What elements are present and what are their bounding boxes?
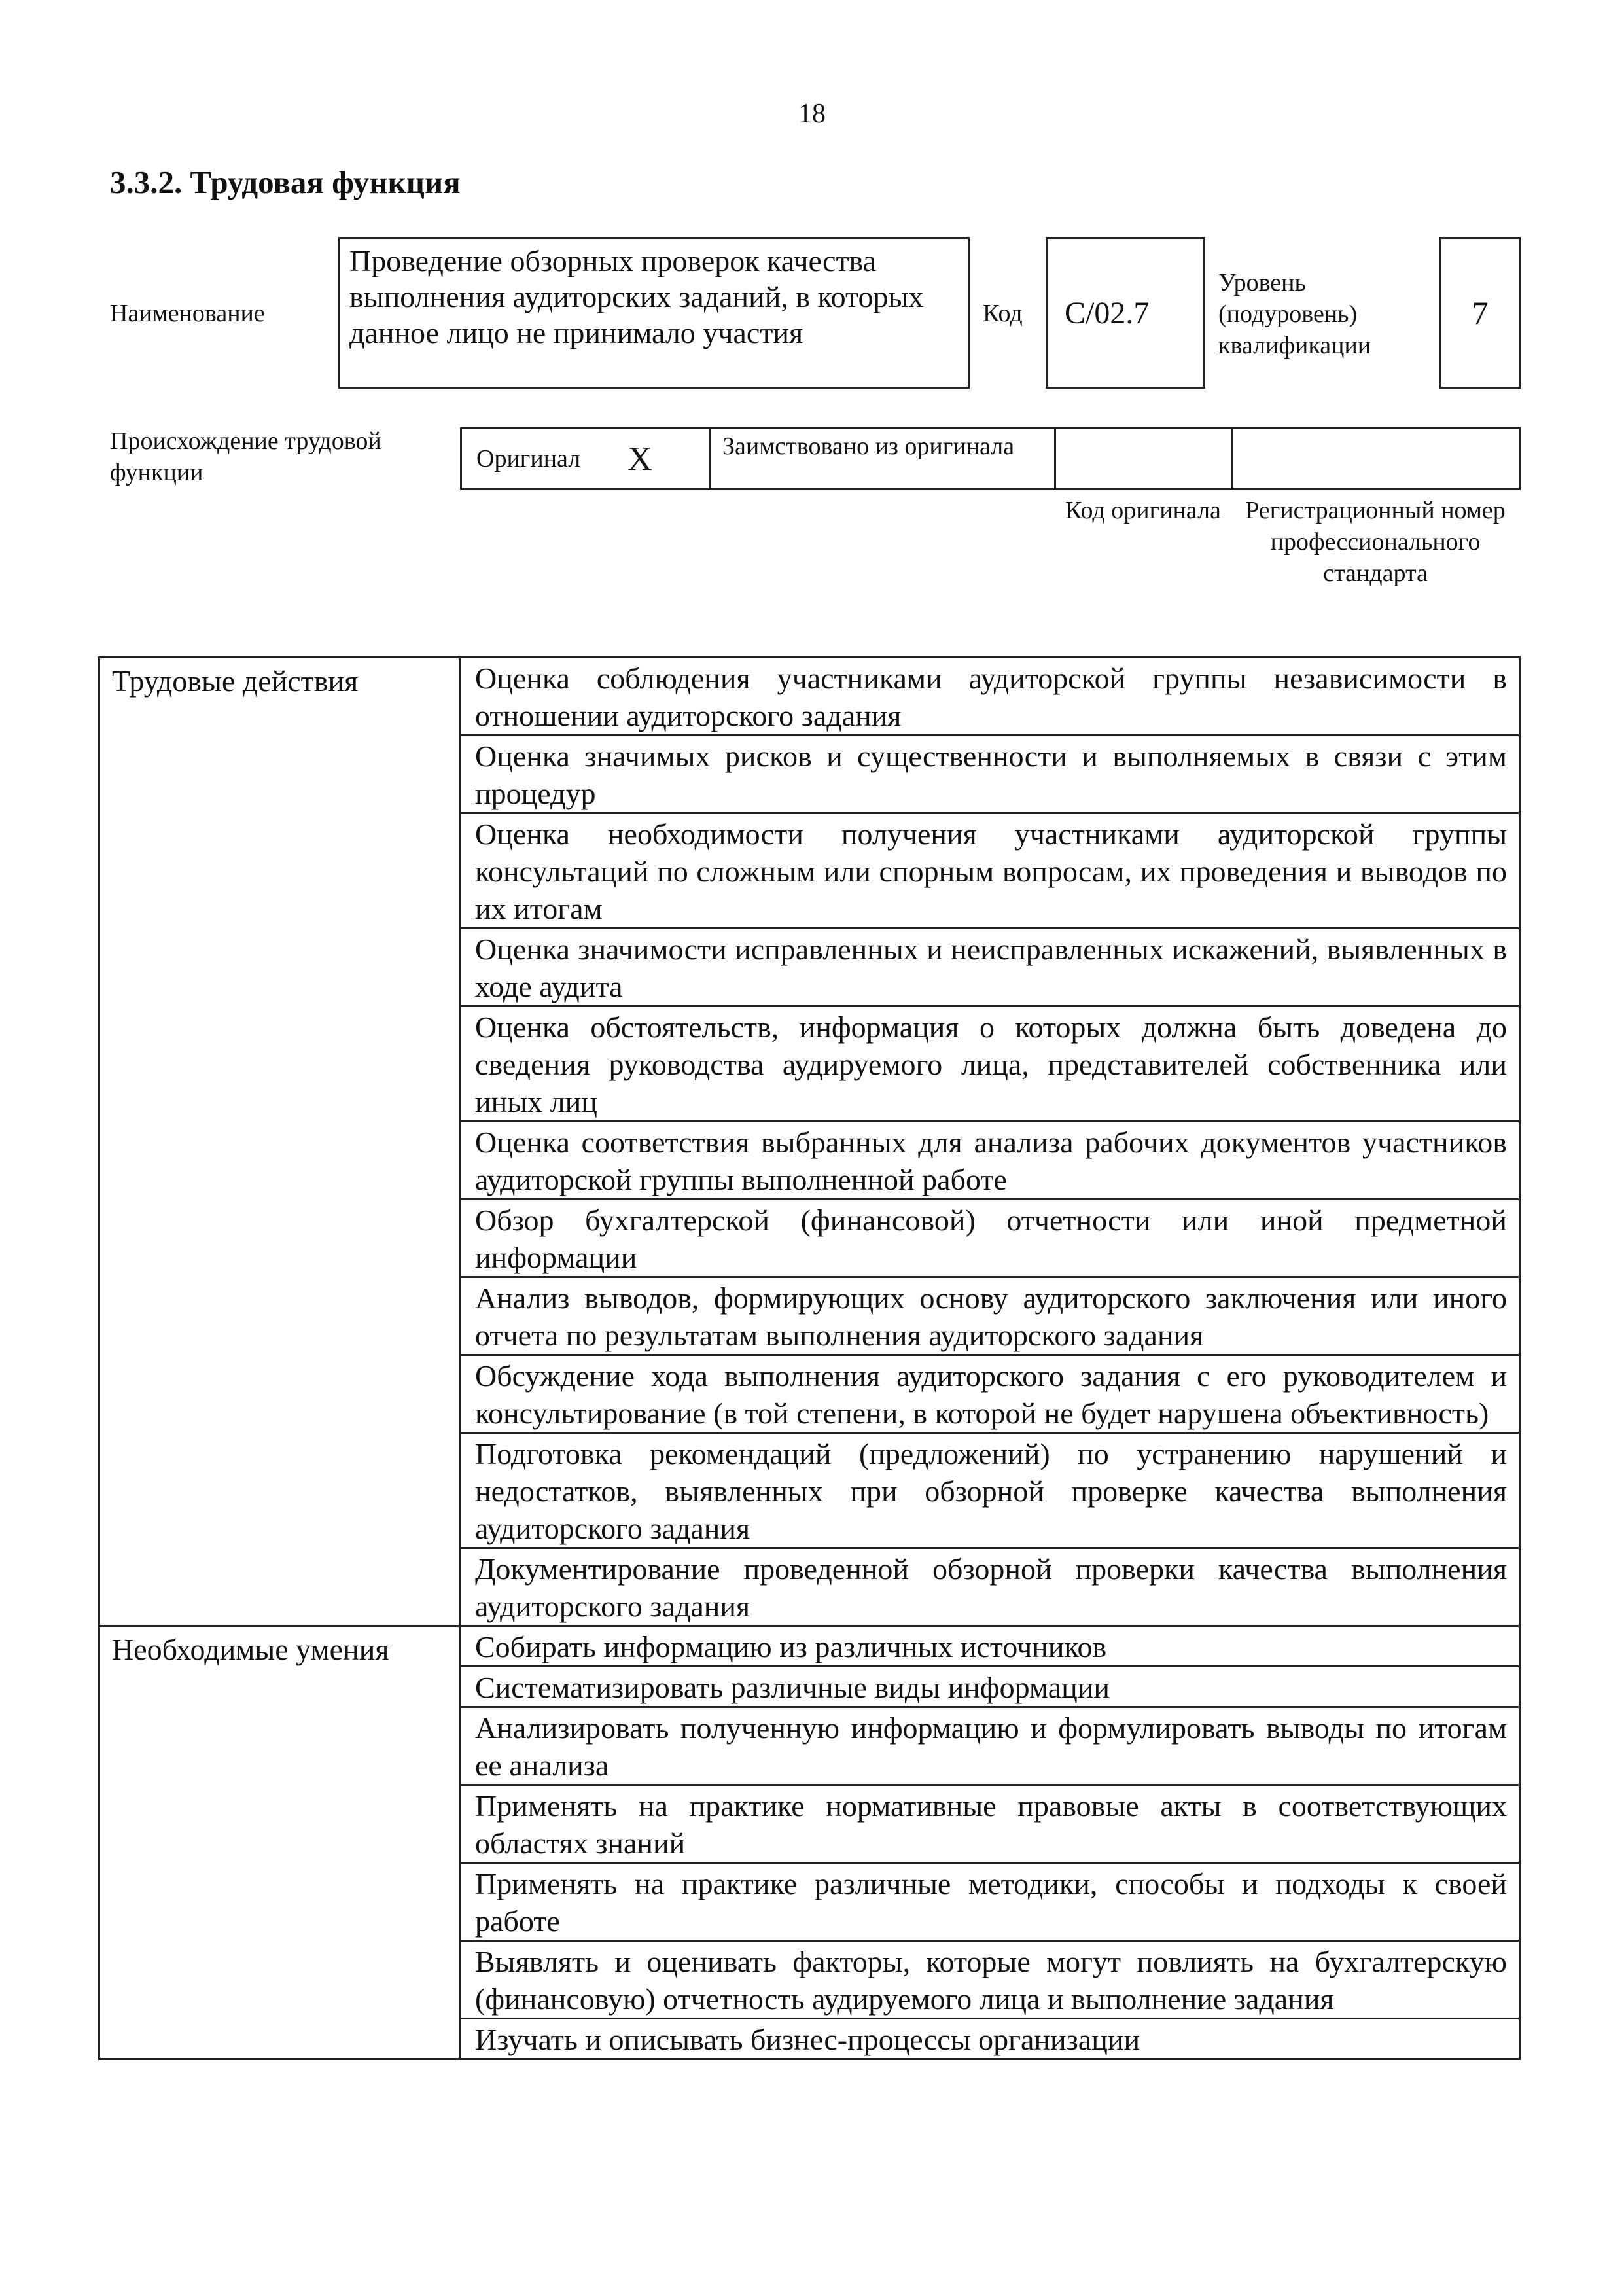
item-cell: Оценка соблюдения участниками аудиторской группы независимости в отношении аудиторского задания [460,658,1520,736]
item-cell: Оценка соответствия выбранных для анализа рабочих документов участников аудиторской группы выполненной работе [460,1122,1520,1200]
code-value-box: С/02.7 [1046,237,1205,389]
origin-original-mark: X [627,440,652,478]
item-cell: Обсуждение хода выполнения аудиторского задания с его руководителем и консультирование (в той степени, в которой не будет нарушена объективность) [460,1355,1520,1433]
item-cell: Систематизировать различные виды информации [460,1667,1520,1707]
table-row [99,1626,1520,1667]
origin-original-label: Оригинал [476,445,581,472]
level-label: Уровень (подуровень) квалификации [1218,269,1371,359]
item-cell: Документирование проведенной обзорной проверки качества выполнения аудиторского задания [460,1548,1520,1626]
origin-original-cell [462,429,711,488]
item-cell: Оценка обстоятельств, информация о которых должна быть доведена до сведения руководства аудируемого лица, представителей собственника или иных лиц [460,1006,1520,1122]
function-table [98,656,1521,2060]
origin-code-cell [1056,429,1233,488]
item-cell: Применять на практике нормативные правовые акты в соответствующих областях знаний [460,1785,1520,1863]
name-label: Наименование [110,300,265,327]
origin-borrowed-cell: Заимствовано из оригинала [711,429,1056,488]
section-title: 3.3.2. Трудовая функция [110,164,461,200]
code-label: Код [983,300,1023,327]
item-cell: Анализировать полученную информацию и формулировать выводы по итогам ее анализа [460,1707,1520,1785]
origin-label: Происхождение трудовой функции [110,427,381,486]
item-cell: Оценка значимости исправленных и неисправленных искажений, выявленных в ходе аудита [460,929,1520,1006]
reg-number-label: Регистрационный номер профессионального стандарта [1245,497,1506,587]
item-cell: Изучать и описывать бизнес-процессы организации [460,2019,1520,2059]
item-cell: Выявлять и оценивать факторы, которые могут повлиять на бухгалтерскую (финансовую) отчетность аудируемого лица и выполнение задания [460,1941,1520,2019]
item-cell: Анализ выводов, формирующих основу аудиторского заключения или иного отчета по результатам выполнения аудиторского задания [460,1277,1520,1355]
category-cell: Необходимые умения [99,1626,460,2059]
code-original-label: Код оригинала [1065,497,1221,524]
item-cell: Подготовка рекомендаций (предложений) по устранению нарушений и недостатков, выявленных при обзорной проверке качества выполнения аудиторского задания [460,1433,1520,1548]
item-cell: Собирать информацию из различных источников [460,1626,1520,1667]
origin-row [460,427,1521,490]
item-cell: Оценка значимых рисков и существенности и выполняемых в связи с этим процедур [460,736,1520,813]
table-row [99,658,1520,736]
origin-reg-number-cell [1233,429,1519,488]
item-cell: Обзор бухгалтерской (финансовой) отчетности или иной предметной информации [460,1200,1520,1277]
item-cell: Применять на практике различные методики, способы и подходы к своей работе [460,1863,1520,1941]
page-number: 18 [798,99,826,129]
item-cell: Оценка необходимости получения участниками аудиторской группы консультаций по сложным или спорным вопросам, их проведения и выводов по их итогам [460,813,1520,929]
category-cell: Трудовые действия [99,658,460,1626]
level-value-box: 7 [1439,237,1521,389]
name-value-box: Проведение обзорных проверок качества выполнения аудиторских заданий, в которых данное лицо не принимало участия [338,237,970,389]
